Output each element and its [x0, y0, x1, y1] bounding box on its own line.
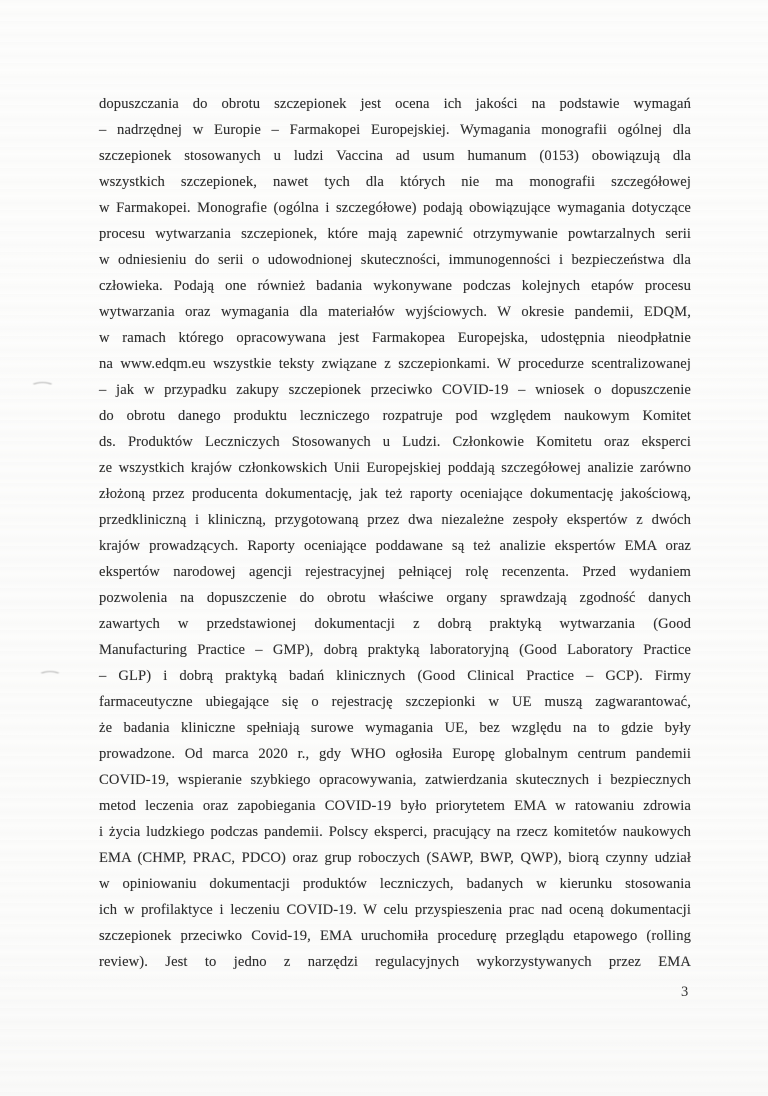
text-line: w odniesieniu do serii o udowodnionej skuteczności, immunogenności i bezpieczeństwa dla	[99, 252, 691, 268]
text-line: review). Jest to jedno z narzędzi regulacyjnych wykorzystywanych przez EMA	[99, 954, 691, 970]
text-line: – nadrzędnej w Europie – Farmakopei Europejskiej. Wymagania monografii ogólnej dla	[99, 122, 691, 138]
text-line: dopuszczania do obrotu szczepionek jest ocena ich jakości na podstawie wymagań	[99, 96, 691, 112]
text-line: przedkliniczną i kliniczną, przygotowaną przez dwa niezależne zespoły ekspertów z dwóch	[99, 512, 691, 528]
text-line: na www.edqm.eu wszystkie teksty związane z szczepionkami. W procedurze scentralizowanej	[99, 356, 691, 372]
text-line: w ramach którego opracowywana jest Farmakopea Europejska, udostępnia nieodpłatnie	[99, 330, 691, 346]
text-line: krajów prowadzących. Raporty oceniające poddawane są też analizie ekspertów EMA oraz	[99, 538, 691, 554]
text-line: szczepionek stosowanych u ludzi Vaccina ad usum humanum (0153) obowiązują dla	[99, 148, 691, 164]
text-line: że badania kliniczne spełniają surowe wymagania UE, bez względu na to gdzie były	[99, 720, 691, 736]
text-line: ich w profilaktyce i leczeniu COVID-19. W celu przyspieszenia prac nad oceną dokumentacji	[99, 902, 691, 918]
text-line: Manufacturing Practice – GMP), dobrą praktyką laboratoryjną (Good Laboratory Practice	[99, 642, 691, 658]
text-line: zawartych w przedstawionej dokumentacji z dobrą praktyką wytwarzania (Good	[99, 616, 691, 632]
pen-mark-arc-icon	[35, 671, 65, 687]
text-line: do obrotu danego produktu leczniczego rozpatruje pod względem naukowym Komitet	[99, 408, 691, 424]
text-line: człowieka. Podają one również badania wykonywane podczas kolejnych etapów procesu	[99, 278, 691, 294]
text-line: ekspertów narodowej agencji rejestracyjnej pełniącej rolę recenzenta. Przed wydaniem	[99, 564, 691, 580]
text-line: i życia ludzkiego podczas pandemii. Polscy eksperci, pracujący na rzecz komitetów naukowych	[99, 824, 691, 840]
text-line: EMA (CHMP, PRAC, PDCO) oraz grup roboczych (SAWP, BWP, QWP), biorą czynny udział	[99, 850, 691, 866]
pen-mark-arc-icon	[27, 382, 58, 398]
text-line: COVID-19, wspieranie szybkiego opracowywania, zatwierdzania skutecznych i bezpiecznych	[99, 772, 691, 788]
text-line: – jak w przypadku zakupy szczepionek przeciwko COVID-19 – wniosek o dopuszczenie	[99, 382, 691, 398]
text-line: złożoną przez producenta dokumentację, jak też raporty oceniające dokumentację jakościową,	[99, 486, 691, 502]
text-line: w opiniowaniu dokumentacji produktów leczniczych, badanych w kierunku stosowania	[99, 876, 691, 892]
text-line: szczepionek przeciwko Covid-19, EMA uruchomiła procedurę przeglądu etapowego (rolling	[99, 928, 691, 944]
text-line: procesu wytwarzania szczepionek, które mają zapewnić otrzymywanie powtarzalnych serii	[99, 226, 691, 242]
text-line: pozwolenia na dopuszczenie do obrotu właściwe organy sprawdzają zgodność danych	[99, 590, 691, 606]
text-line: wszystkich szczepionek, nawet tych dla których nie ma monografii szczegółowej	[99, 174, 691, 190]
body-text	[99, 91, 691, 975]
text-line: ds. Produktów Leczniczych Stosowanych u Ludzi. Członkowie Komitetu oraz eksperci	[99, 434, 691, 450]
text-line: metod leczenia oraz zapobiegania COVID-19 było priorytetem EMA w ratowaniu zdrowia	[99, 798, 691, 814]
text-line: w Farmakopei. Monografie (ogólna i szczegółowe) podają obowiązujące wymagania dotyczące	[99, 200, 691, 216]
text-line: ze wszystkich krajów członkowskich Unii Europejskiej poddają szczegółowej analizie zarówno	[99, 460, 691, 476]
text-line: farmaceutyczne ubiegające się o rejestrację szczepionki w UE muszą zagwarantować,	[99, 694, 691, 710]
text-line: prowadzone. Od marca 2020 r., gdy WHO ogłosiła Europę globalnym centrum pandemii	[99, 746, 691, 762]
text-line: – GLP) i dobrą praktyką badań klinicznych (Good Clinical Practice – GCP). Firmy	[99, 668, 691, 684]
page-number: 3	[681, 984, 689, 1000]
text-line: wytwarzania oraz wymagania dla materiałów wyjściowych. W okresie pandemii, EDQM,	[99, 304, 691, 320]
